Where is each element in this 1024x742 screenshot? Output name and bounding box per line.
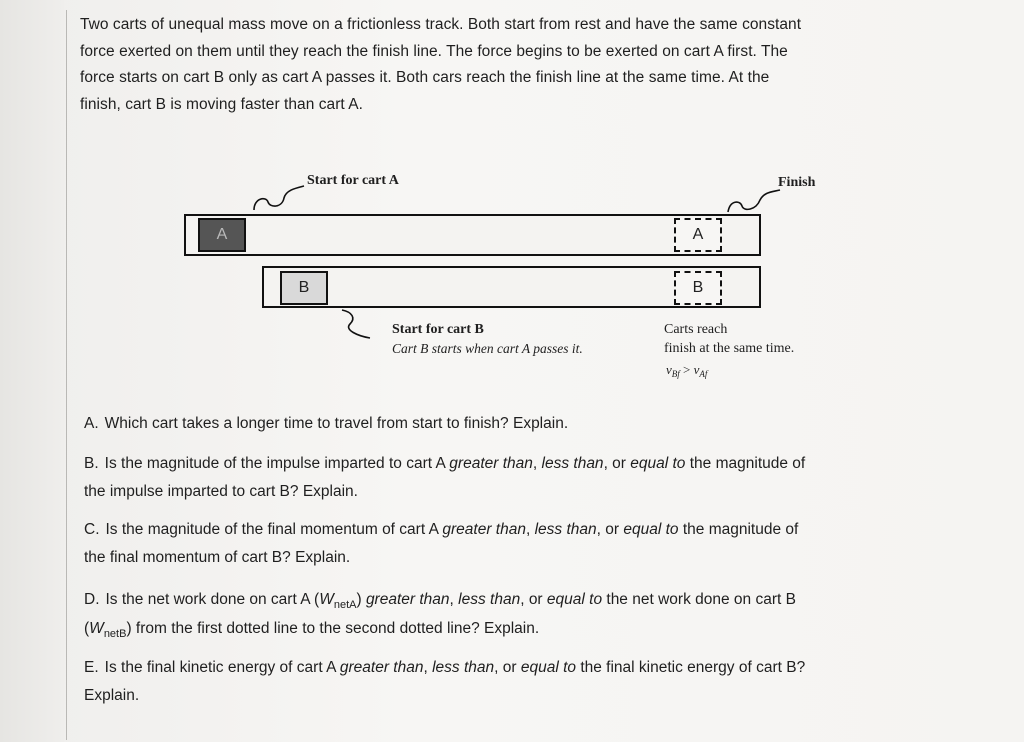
margin-rule (66, 10, 67, 740)
question-letter: B. (84, 455, 99, 472)
same-time-label: finish at the same time. (664, 341, 795, 356)
page-left-margin (0, 0, 64, 742)
cart-a-label: A (216, 226, 228, 243)
question-a (84, 410, 924, 438)
cart-b-label: B (298, 279, 310, 296)
problem-statement (80, 12, 920, 118)
cart-b-finish-label: B (692, 279, 704, 296)
problem-line: Two carts of unequal mass move on a frictionless track. Both start from rest and have the same constant (80, 16, 802, 33)
start-b-label: Start for cart B (392, 322, 484, 337)
cart-b-start (280, 271, 328, 305)
problem-line: finish, cart B is moving faster than cart A. (80, 95, 364, 113)
question-text: Which cart takes a longer time to travel from start to finish? Explain. (104, 415, 569, 432)
finish-label: Finish (778, 175, 816, 190)
question-text-line2: the final momentum of cart B? Explain. (84, 549, 351, 566)
question-letter: D. (84, 591, 100, 608)
finish-squiggle-icon (724, 186, 784, 216)
start-a-label: Start for cart A (307, 173, 399, 188)
question-b: B. Is the magnitude of the impulse imparted to cart A greater than, less than, or equal to the magnitude of the impulse imparted to cart B? Explain. (84, 450, 924, 506)
question-text-line2: $(W_{netB})$ from the first dotted line to the second dotted line? Explain. (84, 620, 540, 640)
question-e: E. Is the final kinetic energy of cart A greater than, less than, or equal to the final kinetic energy of cart B? Explain. (84, 654, 924, 710)
question-letter: C. (84, 521, 100, 538)
carts-reach-label: Carts reach (664, 322, 728, 337)
question-letter: A. (84, 415, 99, 432)
velocity-relation: $v_{Bf} > v_{Af}$ (666, 362, 708, 379)
question-d: D. Is the net work done on cart A $(W_{netA})$ greater than, less than, or equal to the net work done on cart B $(W_{netB})$ from the first dotted line to the second dotted line? Explain. (84, 586, 924, 644)
question-c: C. Is the magnitude of the final momentum of cart A greater than, less than, or equal to the magnitude of the final momentum of cart B? Explain. (84, 516, 924, 572)
problem-line: force starts on cart B only as cart A passes it. Both cars reach the finish line at the same time. At the (80, 69, 770, 86)
question-text-line2: the impulse imparted to cart B? Explain. (84, 483, 358, 500)
cart-a-finish-label: A (692, 226, 704, 243)
cart-a-finish (674, 218, 722, 252)
cart-b-finish (674, 271, 722, 305)
start-b-note: Cart B starts when cart A passes it. (392, 341, 583, 356)
question-letter: E. (84, 659, 99, 676)
problem-line: force exerted on them until they reach the finish line. The force begins to be exerted on cart A first. The (80, 42, 788, 60)
start-b-squiggle-icon (336, 306, 386, 346)
cart-a-start (198, 218, 246, 252)
start-a-squiggle-icon (250, 182, 310, 214)
question-text-line2: Explain. (84, 687, 140, 704)
